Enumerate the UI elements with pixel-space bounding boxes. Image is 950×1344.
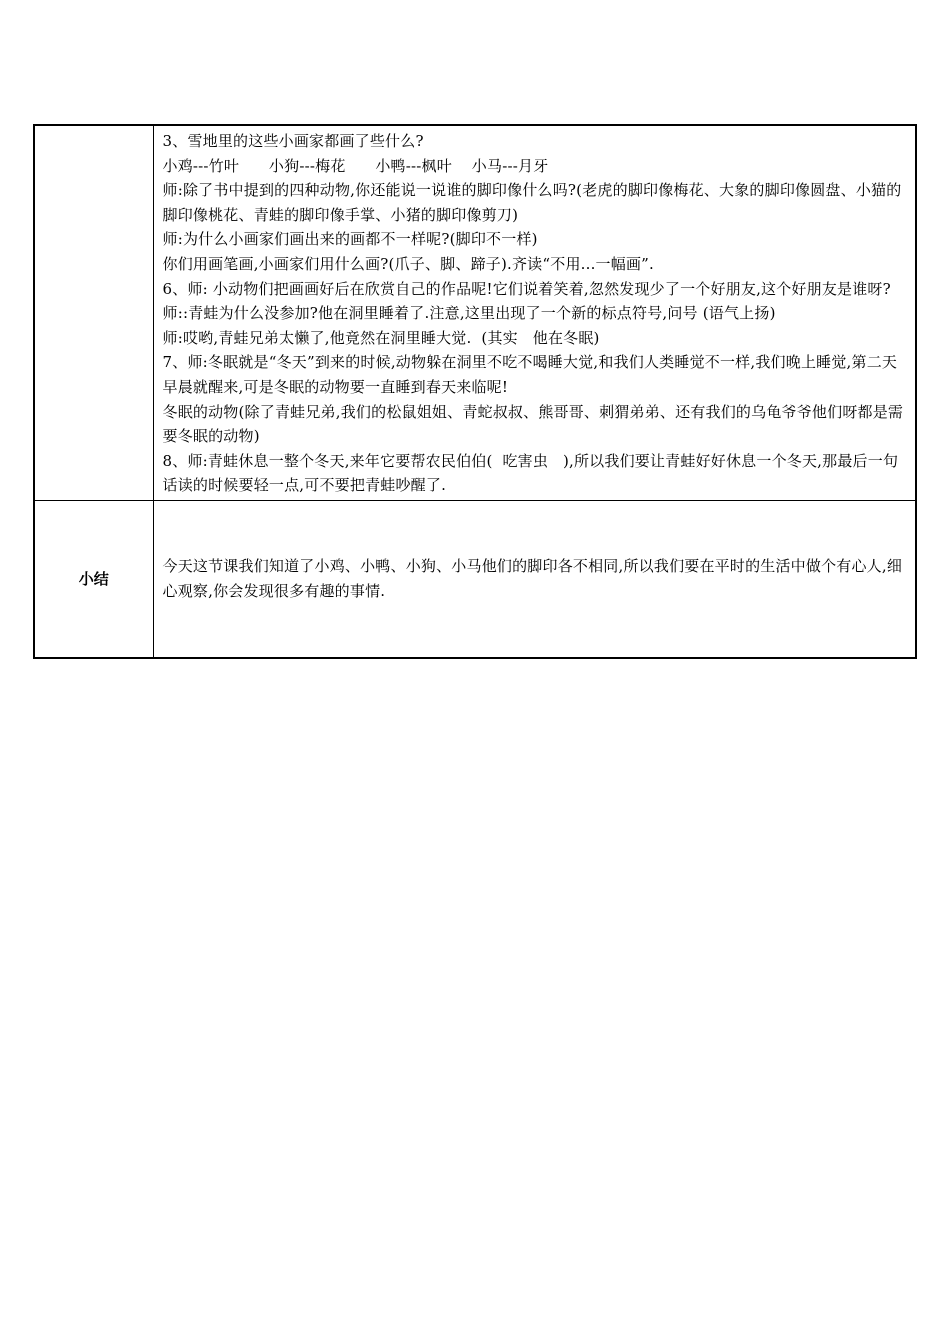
summary-text: 今天这节课我们知道了小鸡、小鸭、小狗、小马他们的脚印各不相同,所以我们要在平时的生活中做个有心人,细心观察,你会发现很多有趣的事情.	[162, 556, 903, 600]
hibernating-animals: 冬眠的动物(除了青蛙兄弟,我们的松鼠姐姐、青蛇叔叔、熊哥哥、刺猬弟弟、还有我们的乌龟爷爷他们呀都是需要冬眠的动物)	[162, 402, 904, 446]
teacher-other-animals: 师:除了书中提到的四种动物,你还能说一说谁的脚印像什么吗?(老虎的脚印像梅花、大象的脚印像圆盘、小猫的脚印像桃花、青蛙的脚印像手掌、小猪的脚印像剪刀)	[162, 181, 902, 224]
summary-label: 小结	[34, 500, 153, 658]
process-label-cell	[34, 125, 153, 500]
teacher-why-different: 师:为什么小画家们画出来的画都不一样呢?(脚印不一样)	[162, 230, 538, 249]
teacher-frog-absent: 师::青蛙为什么没参加?他在洞里睡着了.注意,这里出现了一个新的标点符号,问号 (语气上扬)	[162, 304, 776, 323]
step6-text: 6、师: 小动物们把画画好后在欣赏自己的作品呢!它们说着笑着,忽然发现少了一个好朋友,这个好朋友是谁呀?	[162, 279, 891, 298]
process-row	[34, 125, 916, 500]
tools-question: 你们用画笔画,小画家们用什么画?(爪子、脚、蹄子).齐读“不用...一幅画”.	[162, 254, 654, 273]
step3-answers: 小鸡---竹叶 小狗---梅花 小鸭---枫叶 小马---月牙	[162, 156, 549, 175]
summary-content-cell	[153, 500, 916, 658]
summary-row	[34, 500, 916, 658]
process-content-cell	[153, 125, 916, 500]
step7-text: 7、师:冬眠就是“冬天”到来的时候,动物躲在洞里不吃不喝睡大觉,和我们人类睡觉不一样,我们晚上睡觉,第二天早晨就醒来,可是冬眠的动物要一直睡到春天来临呢!	[162, 353, 898, 396]
lesson-plan-table	[33, 124, 917, 659]
teacher-frog-lazy: 师:哎哟,青蛙兄弟太懒了,他竟然在洞里睡大觉. (其实 他在冬眠)	[162, 328, 600, 347]
step8-text: 8、师:青蛙休息一整个冬天,来年它要帮农民伯伯( 吃害虫 ),所以我们要让青蛙好好休息一个冬天,那最后一句话读的时候要轻一点,可不要把青蛙吵醒了.	[162, 451, 899, 495]
step3-question: 3、雪地里的这些小画家都画了些什么?	[162, 132, 424, 150]
